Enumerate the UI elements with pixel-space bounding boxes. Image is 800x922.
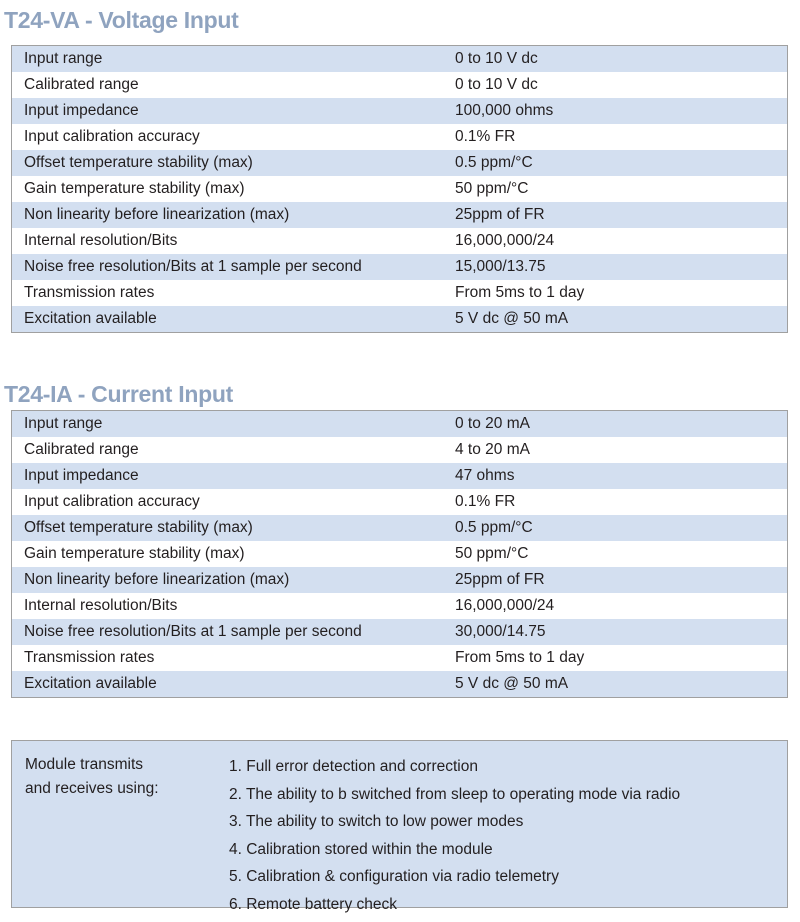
row-label: Input range xyxy=(12,46,453,72)
module-features-list xyxy=(229,753,787,913)
table-row xyxy=(12,306,787,332)
row-value: 0 to 10 V dc xyxy=(453,72,787,98)
row-value: 5 V dc @ 50 mA xyxy=(453,671,787,697)
row-value: 0 to 20 mA xyxy=(453,411,787,437)
list-item: 6. Remote battery check xyxy=(229,895,397,913)
page-title-voltage-input: T24-VA - Voltage Input xyxy=(4,7,239,34)
row-label: Transmission rates xyxy=(12,280,453,306)
row-label: Non linearity before linearization (max) xyxy=(12,202,453,228)
table-row xyxy=(12,463,787,489)
row-label: Internal resolution/Bits xyxy=(12,228,453,254)
module-features-inner xyxy=(12,741,787,913)
row-label: Transmission rates xyxy=(12,645,453,671)
row-value: 0 to 10 V dc xyxy=(453,46,787,72)
row-label: Input impedance xyxy=(12,98,453,124)
table-row xyxy=(12,46,787,72)
table-row xyxy=(12,202,787,228)
table-row xyxy=(12,437,787,463)
row-value: From 5ms to 1 day xyxy=(453,280,787,306)
table-row xyxy=(12,515,787,541)
row-label: Gain temperature stability (max) xyxy=(12,541,453,567)
row-label: Input impedance xyxy=(12,463,453,489)
page-title-current-input: T24-IA - Current Input xyxy=(4,381,233,408)
table-row xyxy=(12,567,787,593)
row-value: 15,000/13.75 xyxy=(453,254,787,280)
list-item: 5. Calibration & configuration via radio telemetry xyxy=(229,868,559,885)
table-row xyxy=(12,411,787,437)
table-row xyxy=(12,150,787,176)
row-value: 30,000/14.75 xyxy=(453,619,787,645)
row-value: 50 ppm/°C xyxy=(453,176,787,202)
row-label: Non linearity before linearization (max) xyxy=(12,567,453,593)
module-features-box xyxy=(11,740,788,913)
row-label: Input range xyxy=(12,411,453,437)
row-label: Noise free resolution/Bits at 1 sample per second xyxy=(12,619,453,645)
row-value: 0.1% FR xyxy=(453,489,787,515)
row-value: 25ppm of FR xyxy=(453,567,787,593)
row-label: Input calibration accuracy xyxy=(12,489,453,515)
spec-table-voltage-input-body xyxy=(12,46,787,332)
row-label: Excitation available xyxy=(12,671,453,697)
table-row xyxy=(12,619,787,645)
row-value: 16,000,000/24 xyxy=(453,593,787,619)
table-row xyxy=(12,489,787,515)
row-label: Offset temperature stability (max) xyxy=(12,150,453,176)
row-label: Offset temperature stability (max) xyxy=(12,515,453,541)
table-row xyxy=(12,254,787,280)
row-value: 50 ppm/°C xyxy=(453,541,787,567)
spec-table-voltage-input-grid xyxy=(12,46,787,332)
row-label: Calibrated range xyxy=(12,437,453,463)
table-row xyxy=(12,72,787,98)
table-row xyxy=(12,98,787,124)
row-value: 0.5 ppm/°C xyxy=(453,150,787,176)
row-value: 0.1% FR xyxy=(453,124,787,150)
row-label: Gain temperature stability (max) xyxy=(12,176,453,202)
row-value: 4 to 20 mA xyxy=(453,437,787,463)
row-label: Input calibration accuracy xyxy=(12,124,453,150)
row-label: Excitation available xyxy=(12,306,453,332)
spec-table-current-input-grid xyxy=(12,411,787,697)
row-value: From 5ms to 1 day xyxy=(453,645,787,671)
caption-line-1: Module transmits xyxy=(25,756,144,773)
spec-table-current-input-body xyxy=(12,411,787,697)
table-row xyxy=(12,124,787,150)
table-row xyxy=(12,228,787,254)
row-value: 0.5 ppm/°C xyxy=(453,515,787,541)
row-value: 100,000 ohms xyxy=(453,98,787,124)
module-features-caption xyxy=(12,753,229,907)
row-label: Calibrated range xyxy=(12,72,453,98)
table-row xyxy=(12,645,787,671)
caption-line-2: and receives using: xyxy=(25,780,159,797)
spec-table-current-input xyxy=(11,410,788,698)
row-value: 25ppm of FR xyxy=(453,202,787,228)
table-row xyxy=(12,541,787,567)
table-row xyxy=(12,176,787,202)
table-row xyxy=(12,671,787,697)
list-item: 2. The ability to b switched from sleep to operating mode via radio xyxy=(229,785,681,803)
row-value: 16,000,000/24 xyxy=(453,228,787,254)
table-row xyxy=(12,280,787,306)
list-item: 1. Full error detection and correction xyxy=(229,758,478,775)
table-row xyxy=(12,593,787,619)
row-value: 5 V dc @ 50 mA xyxy=(453,306,787,332)
spec-table-voltage-input xyxy=(11,45,788,333)
list-item: 3. The ability to switch to low power modes xyxy=(229,813,524,830)
row-label: Internal resolution/Bits xyxy=(12,593,453,619)
row-value: 47 ohms xyxy=(453,463,787,489)
list-item: 4. Calibration stored within the module xyxy=(229,840,493,858)
row-label: Noise free resolution/Bits at 1 sample per second xyxy=(12,254,453,280)
